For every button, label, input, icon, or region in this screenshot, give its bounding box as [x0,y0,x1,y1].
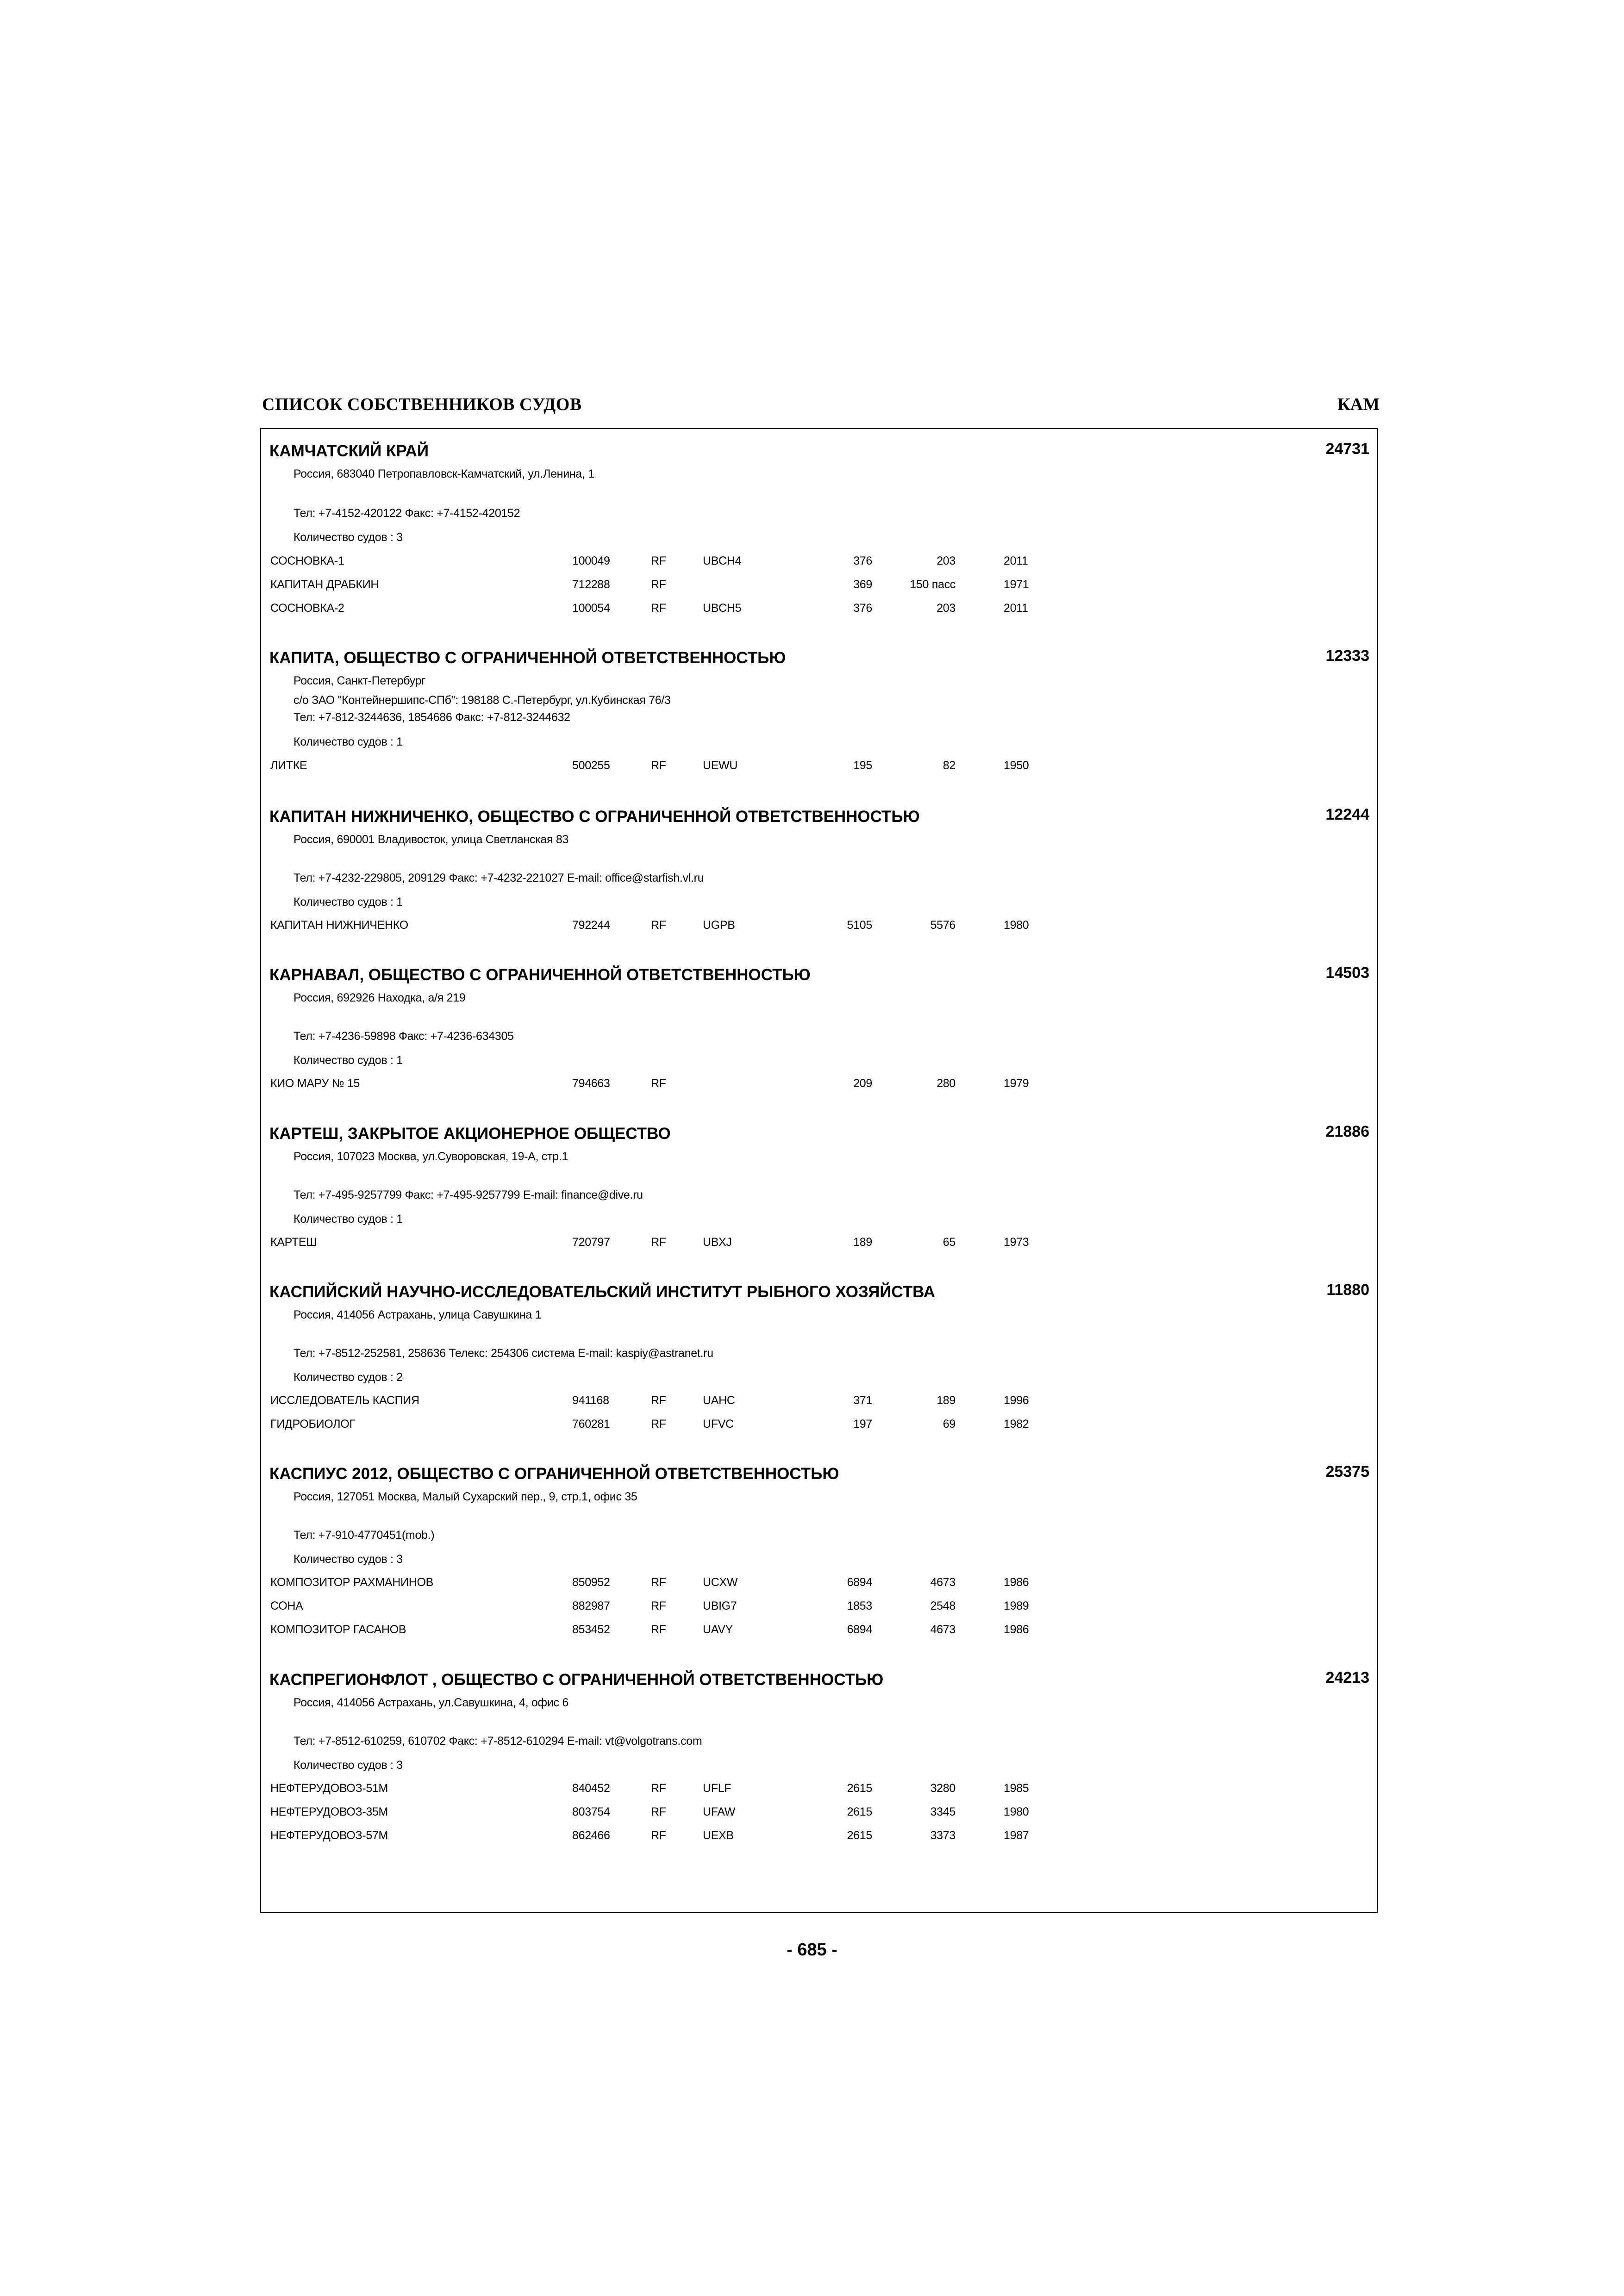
vessel-row [261,602,1377,616]
vessel-row [261,1418,1377,1432]
vessel-count: Количество судов : 1 [294,1213,403,1226]
vessel-count: Количество судов : 1 [294,896,403,908]
vessel-deadweight: 2548 [930,1599,956,1612]
vessel-flag: RF [651,1236,666,1249]
vessel-count: Количество судов : 3 [294,531,403,544]
owner-contacts: Тел: +7-910-4770451(mob.) [294,1529,435,1542]
vessel-reg-number: 862466 [572,1829,610,1842]
owner-address: Россия, 683040 Петропавловск-Камчатский, ул.Ленина, 1 [294,467,594,480]
vessel-flag: RF [651,1623,666,1636]
vessel-flag: RF [651,1418,666,1431]
vessel-gross-tonnage: 2615 [847,1782,872,1795]
owner-contacts: Тел: +7-4232-229805, 209129 Факс: +7-4232-221027 E-mail: office@starfish.vl.ru [294,871,704,884]
vessel-gross-tonnage: 2615 [847,1829,872,1842]
owner-id: 25375 [1325,1463,1369,1481]
vessel-count: Количество судов : 1 [294,1054,403,1067]
vessel-call-sign: UAVY [703,1623,733,1636]
vessel-gross-tonnage: 371 [853,1394,872,1407]
vessel-call-sign: UFLF [703,1782,731,1795]
vessel-year: 1973 [1004,1236,1029,1249]
vessel-name: НЕФТЕРУДОВОЗ-35М [270,1805,388,1818]
vessel-count: Количество судов : 3 [294,1759,403,1772]
vessel-name: КОМПОЗИТОР РАХМАНИНОВ [270,1576,434,1589]
vessel-row [261,554,1377,569]
vessel-name: СОНА [270,1599,303,1612]
owner-id: 12333 [1325,647,1369,665]
vessel-name: ГИДРОБИОЛОГ [270,1418,356,1431]
owner-name: КАМЧАТСКИЙ КРАЙ [269,442,429,460]
vessel-row [261,759,1377,774]
owner-address: Россия, 414056 Астрахань, ул.Савушкина, 4, офис 6 [294,1696,568,1709]
owner-name: КАСПРЕГИОНФЛОТ , ОБЩЕСТВО С ОГРАНИЧЕННОЙ ОТВЕТСТВЕННОСТЬЮ [269,1671,884,1689]
owner-address: Россия, 690001 Владивосток, улица Светланская 83 [294,833,569,846]
owner-id: 11880 [1326,1281,1369,1299]
vessel-gross-tonnage: 369 [853,578,872,591]
vessel-year: 1989 [1004,1599,1029,1612]
vessel-deadweight: 3345 [930,1805,956,1818]
owner-contacts: Тел: +7-8512-610259, 610702 Факс: +7-8512-610294 E-mail: vt@volgotrans.com [294,1735,702,1748]
vessel-deadweight: 189 [937,1394,956,1407]
vessel-call-sign: UBXJ [703,1236,732,1249]
vessel-call-sign: UEXB [703,1829,734,1842]
owner-address: Россия, Санкт-Петербург [294,674,426,687]
vessel-call-sign: UEWU [703,759,738,772]
vessel-flag: RF [651,919,666,932]
vessel-name: СОСНОВКА-1 [270,554,344,567]
vessel-flag: RF [651,554,666,567]
vessel-gross-tonnage: 376 [853,554,872,567]
owner-id: 24731 [1325,440,1369,458]
vessel-gross-tonnage: 197 [853,1418,872,1431]
vessel-deadweight: 5576 [930,919,956,932]
vessel-year: 1986 [1004,1576,1029,1589]
vessel-row [261,1394,1377,1409]
owner-address: Россия, 127051 Москва, Малый Сухарский пер., 9, стр.1, офис 35 [294,1490,637,1503]
vessel-reg-number: 794663 [572,1077,610,1090]
owner-contacts: Тел: +7-4236-59898 Факс: +7-4236-634305 [294,1030,514,1043]
vessel-row [261,1782,1377,1797]
vessel-call-sign: UFVC [703,1418,734,1431]
owner-name: КАСПИУС 2012, ОБЩЕСТВО С ОГРАНИЧЕННОЙ ОТВЕТСТВЕННОСТЬЮ [269,1465,839,1483]
vessel-call-sign: UBIG7 [703,1599,737,1612]
vessel-flag: RF [651,759,666,772]
vessel-name: СОСНОВКА-2 [270,602,344,615]
vessel-gross-tonnage: 195 [853,759,872,772]
vessel-deadweight: 203 [937,602,956,615]
owner-address: Россия, 414056 Астрахань, улица Савушкина 1 [294,1308,542,1321]
vessel-flag: RF [651,1576,666,1589]
vessel-deadweight: 3373 [930,1829,956,1842]
vessel-row [261,1599,1377,1614]
vessel-call-sign: UCXW [703,1576,738,1589]
vessel-row [261,919,1377,933]
vessel-reg-number: 853452 [572,1623,610,1636]
vessel-year: 1986 [1004,1623,1029,1636]
vessel-row [261,1077,1377,1092]
vessel-count: Количество судов : 3 [294,1553,403,1566]
owner-contacts: Тел: +7-8512-252581, 258636 Телекс: 254306 система E-mail: kaspiy@astranet.ru [294,1347,713,1360]
vessel-year: 1971 [1004,578,1029,591]
vessel-flag: RF [651,1805,666,1818]
owner-name: КАПИТА, ОБЩЕСТВО С ОГРАНИЧЕННОЙ ОТВЕТСТВЕННОСТЬЮ [269,649,786,667]
vessel-reg-number: 792244 [572,919,610,932]
vessel-call-sign: UAHC [703,1394,735,1407]
vessel-year: 1980 [1004,919,1029,932]
owner-contacts: Тел: +7-495-9257799 Факс: +7-495-9257799 E-mail: finance@dive.ru [294,1188,643,1201]
vessel-year: 2011 [1004,554,1028,567]
vessel-row [261,1829,1377,1844]
vessel-deadweight: 69 [943,1418,956,1431]
vessel-year: 1979 [1004,1077,1029,1090]
vessel-year: 2011 [1004,602,1028,615]
vessel-gross-tonnage: 6894 [847,1623,872,1636]
owner-address: Россия, 107023 Москва, ул.Суворовская, 19-А, стр.1 [294,1150,568,1163]
vessel-year: 1950 [1004,759,1029,772]
owner-address: Россия, 692926 Находка, а/я 219 [294,991,466,1004]
vessel-deadweight: 4673 [930,1623,956,1636]
vessel-flag: RF [651,1782,666,1795]
vessel-reg-number: 100054 [572,602,610,615]
vessel-row [261,1623,1377,1638]
owner-id: 24213 [1325,1669,1369,1686]
vessel-count: Количество судов : 1 [294,735,403,748]
vessel-year: 1982 [1004,1418,1029,1431]
vessel-call-sign: UBCH4 [703,554,742,567]
vessel-flag: RF [651,602,666,615]
vessel-deadweight: 82 [943,759,956,772]
page-number: - 685 - [787,1940,837,1960]
owner-address-line2: с/о ЗАО "Контейнершипс-СПб": 198188 С.-Петербург, ул.Кубинская 76/3 [294,694,671,707]
section-code: КАМ [1337,395,1380,414]
vessel-year: 1980 [1004,1805,1029,1818]
vessel-year: 1996 [1004,1394,1029,1407]
vessel-name: ЛИТКЕ [270,759,307,772]
owners-frame [260,428,1378,1913]
vessel-gross-tonnage: 5105 [847,919,872,932]
owner-name: КАПИТАН НИЖНИЧЕНКО, ОБЩЕСТВО С ОГРАНИЧЕННОЙ ОТВЕТСТВЕННОСТЬЮ [269,808,920,826]
vessel-gross-tonnage: 6894 [847,1576,872,1589]
owner-name: КАСПИЙСКИЙ НАУЧНО-ИССЛЕДОВАТЕЛЬСКИЙ ИНСТИТУТ РЫБНОГО ХОЗЯЙСТВА [269,1283,935,1301]
vessel-gross-tonnage: 1853 [847,1599,872,1612]
vessel-reg-number: 760281 [572,1418,610,1431]
vessel-reg-number: 882987 [572,1599,610,1612]
vessel-call-sign: UBCH5 [703,602,742,615]
vessel-name: КОМПОЗИТОР ГАСАНОВ [270,1623,406,1636]
document-title: СПИСОК СОБСТВЕННИКОВ СУДОВ [262,395,582,414]
vessel-name: НЕФТЕРУДОВОЗ-51М [270,1782,388,1795]
owner-name: КАРНАВАЛ, ОБЩЕСТВО С ОГРАНИЧЕННОЙ ОТВЕТСТВЕННОСТЬЮ [269,966,811,984]
vessel-count: Количество судов : 2 [294,1371,403,1384]
owner-contacts: Тел: +7-812-3244636, 1854686 Факс: +7-812-3244632 [294,711,570,724]
vessel-call-sign: UGPB [703,919,735,932]
vessel-reg-number: 500255 [572,759,610,772]
vessel-reg-number: 100049 [572,554,610,567]
vessel-gross-tonnage: 376 [853,602,872,615]
vessel-deadweight: 4673 [930,1576,956,1589]
vessel-name: КАРТЕШ [270,1236,317,1249]
vessel-year: 1985 [1004,1782,1029,1795]
vessel-reg-number: 712288 [572,578,610,591]
vessel-name: КАПИТАН ДРАБКИН [270,578,379,591]
vessel-reg-number: 720797 [572,1236,610,1249]
vessel-flag: RF [651,1394,666,1407]
vessel-name: КАПИТАН НИЖНИЧЕНКО [270,919,408,932]
vessel-call-sign: UFAW [703,1805,736,1818]
vessel-deadweight: 3280 [930,1782,956,1795]
vessel-row [261,1576,1377,1591]
vessel-gross-tonnage: 189 [853,1236,872,1249]
vessel-name: НЕФТЕРУДОВОЗ-57М [270,1829,388,1842]
vessel-flag: RF [651,1077,666,1090]
owner-contacts: Тел: +7-4152-420122 Факс: +7-4152-420152 [294,507,520,520]
page-header [260,392,1380,420]
vessel-gross-tonnage: 2615 [847,1805,872,1818]
vessel-year: 1987 [1004,1829,1029,1842]
vessel-name: КИО МАРУ № 15 [270,1077,360,1090]
owner-id: 14503 [1325,964,1369,982]
vessel-reg-number: 803754 [572,1805,610,1818]
vessel-row [261,578,1377,593]
owner-id: 12244 [1325,806,1369,823]
vessel-reg-number: 941168 [572,1394,609,1407]
vessel-reg-number: 840452 [572,1782,610,1795]
vessel-name: ИССЛЕДОВАТЕЛЬ КАСПИЯ [270,1394,419,1407]
vessel-gross-tonnage: 209 [853,1077,872,1090]
vessel-flag: RF [651,1599,666,1612]
owner-id: 21886 [1325,1123,1369,1140]
vessel-flag: RF [651,578,666,591]
vessel-flag: RF [651,1829,666,1842]
vessel-deadweight: 280 [937,1077,956,1090]
owner-name: КАРТЕШ, ЗАКРЫТОЕ АКЦИОНЕРНОЕ ОБЩЕСТВО [269,1125,671,1143]
vessel-reg-number: 850952 [572,1576,610,1589]
vessel-deadweight: 65 [943,1236,956,1249]
vessel-deadweight: 150 пасс [910,578,956,591]
vessel-deadweight: 203 [937,554,956,567]
vessel-row [261,1236,1377,1251]
vessel-row [261,1805,1377,1820]
